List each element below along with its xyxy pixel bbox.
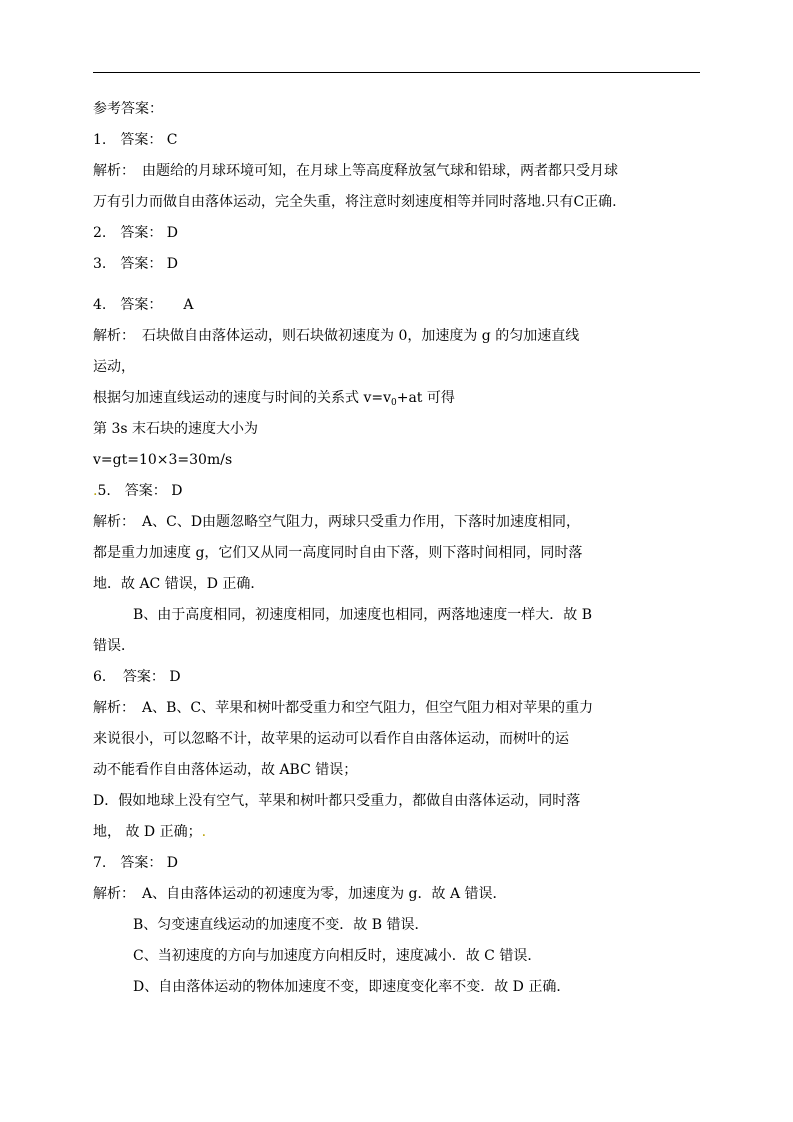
q6-explanation-text: 地， 故 D 正确； <box>93 824 202 840</box>
q6-answer: 6． 答案： D <box>93 669 181 685</box>
q5-explanation-line-5: 错误． <box>93 638 135 654</box>
q4-explanation-line-2: 运动， <box>93 359 135 375</box>
q5-answer-line <box>93 476 703 507</box>
q6-explanation-line-3: 动不能看作自由落体运动，故 ABC 错误； <box>93 762 358 778</box>
q7-explanation-line-2: B、匀变速直线运动的加速度不变．故 B 错误． <box>133 917 429 933</box>
q4-answer: 4. 答案： A <box>93 297 194 313</box>
q4-explanation-line-3: 第 3s 末石块的速度大小为 <box>93 421 258 437</box>
q4-formula-subscript: 0 <box>391 398 397 408</box>
answer-document <box>93 94 703 1003</box>
q1-explanation-line-2: 万有引力而做自由落体运动，完全失重，将注意时刻速度相等并同时落地.只有C正确. <box>93 194 617 210</box>
q7-explanation-line-3: C、当初速度的方向与加速度方向相反时，速度减小．故 C 错误． <box>133 948 542 964</box>
q4-calculation: v=gt=10×3=30m/s <box>93 452 233 468</box>
q5-prefix-dot: . <box>93 483 98 499</box>
q7-answer: 7. 答案： D <box>93 855 179 871</box>
q1-explanation-line-1: 解析： 由题给的月球环境可知，在月球上等高度释放氢气球和铅球，两者都只受月球 <box>93 163 618 179</box>
q5-explanation-line-4: B、由于高度相同，初速度相同，加速度也相同，两落地速度一样大．故 B <box>133 607 593 623</box>
q6-trailing-dot: . <box>201 824 207 840</box>
q2-answer: 2. 答案： D <box>93 225 179 241</box>
q6-explanation-line-5 <box>93 817 703 848</box>
q7-explanation-line-1: 解析： A、自由落体运动的初速度为零，加速度为 g．故 A 错误． <box>93 886 507 902</box>
q6-explanation-line-4: D．假如地球上没有空气，苹果和树叶都只受重力，都做自由落体运动，同时落 <box>93 793 581 809</box>
q6-explanation-line-1: 解析： A、B、C、苹果和树叶都受重力和空气阻力，但空气阻力相对苹果的重力 <box>93 700 594 716</box>
q4-explanation-line-1: 解析： 石块做自由落体运动，则石块做初速度为 0，加速度为 g 的匀加速直线 <box>93 328 580 344</box>
q5-explanation-line-2: 都是重力加速度 g，它们又从同一高度同时自由下落，则下落时间相同，同时落 <box>93 545 583 561</box>
q6-explanation-line-2: 来说很小，可以忽略不计，故苹果的运动可以看作自由落体运动，而树叶的运 <box>93 731 569 747</box>
header-rule <box>93 72 700 73</box>
q5-explanation-line-1: 解析： A、C、D由题忽略空气阻力，两球只受重力作用，下落时加速度相同， <box>93 514 581 530</box>
q4-formula-post: +at 可得 <box>396 390 455 406</box>
heading: 参考答案： <box>93 101 163 117</box>
q1-answer: 1. 答案： C <box>93 132 178 148</box>
q5-answer: 5. 答案： D <box>97 483 183 499</box>
q4-formula-line <box>93 383 703 414</box>
q5-explanation-line-3: 地．故 AC 错误，D 正确． <box>93 576 265 592</box>
q4-formula-pre: 根据匀加速直线运动的速度与时间的关系式 v=v <box>93 390 391 406</box>
q3-answer: 3. 答案： D <box>93 256 179 272</box>
q7-explanation-line-4: D、自由落体运动的物体加速度不变，即速度变化率不变．故 D 正确． <box>133 979 571 995</box>
